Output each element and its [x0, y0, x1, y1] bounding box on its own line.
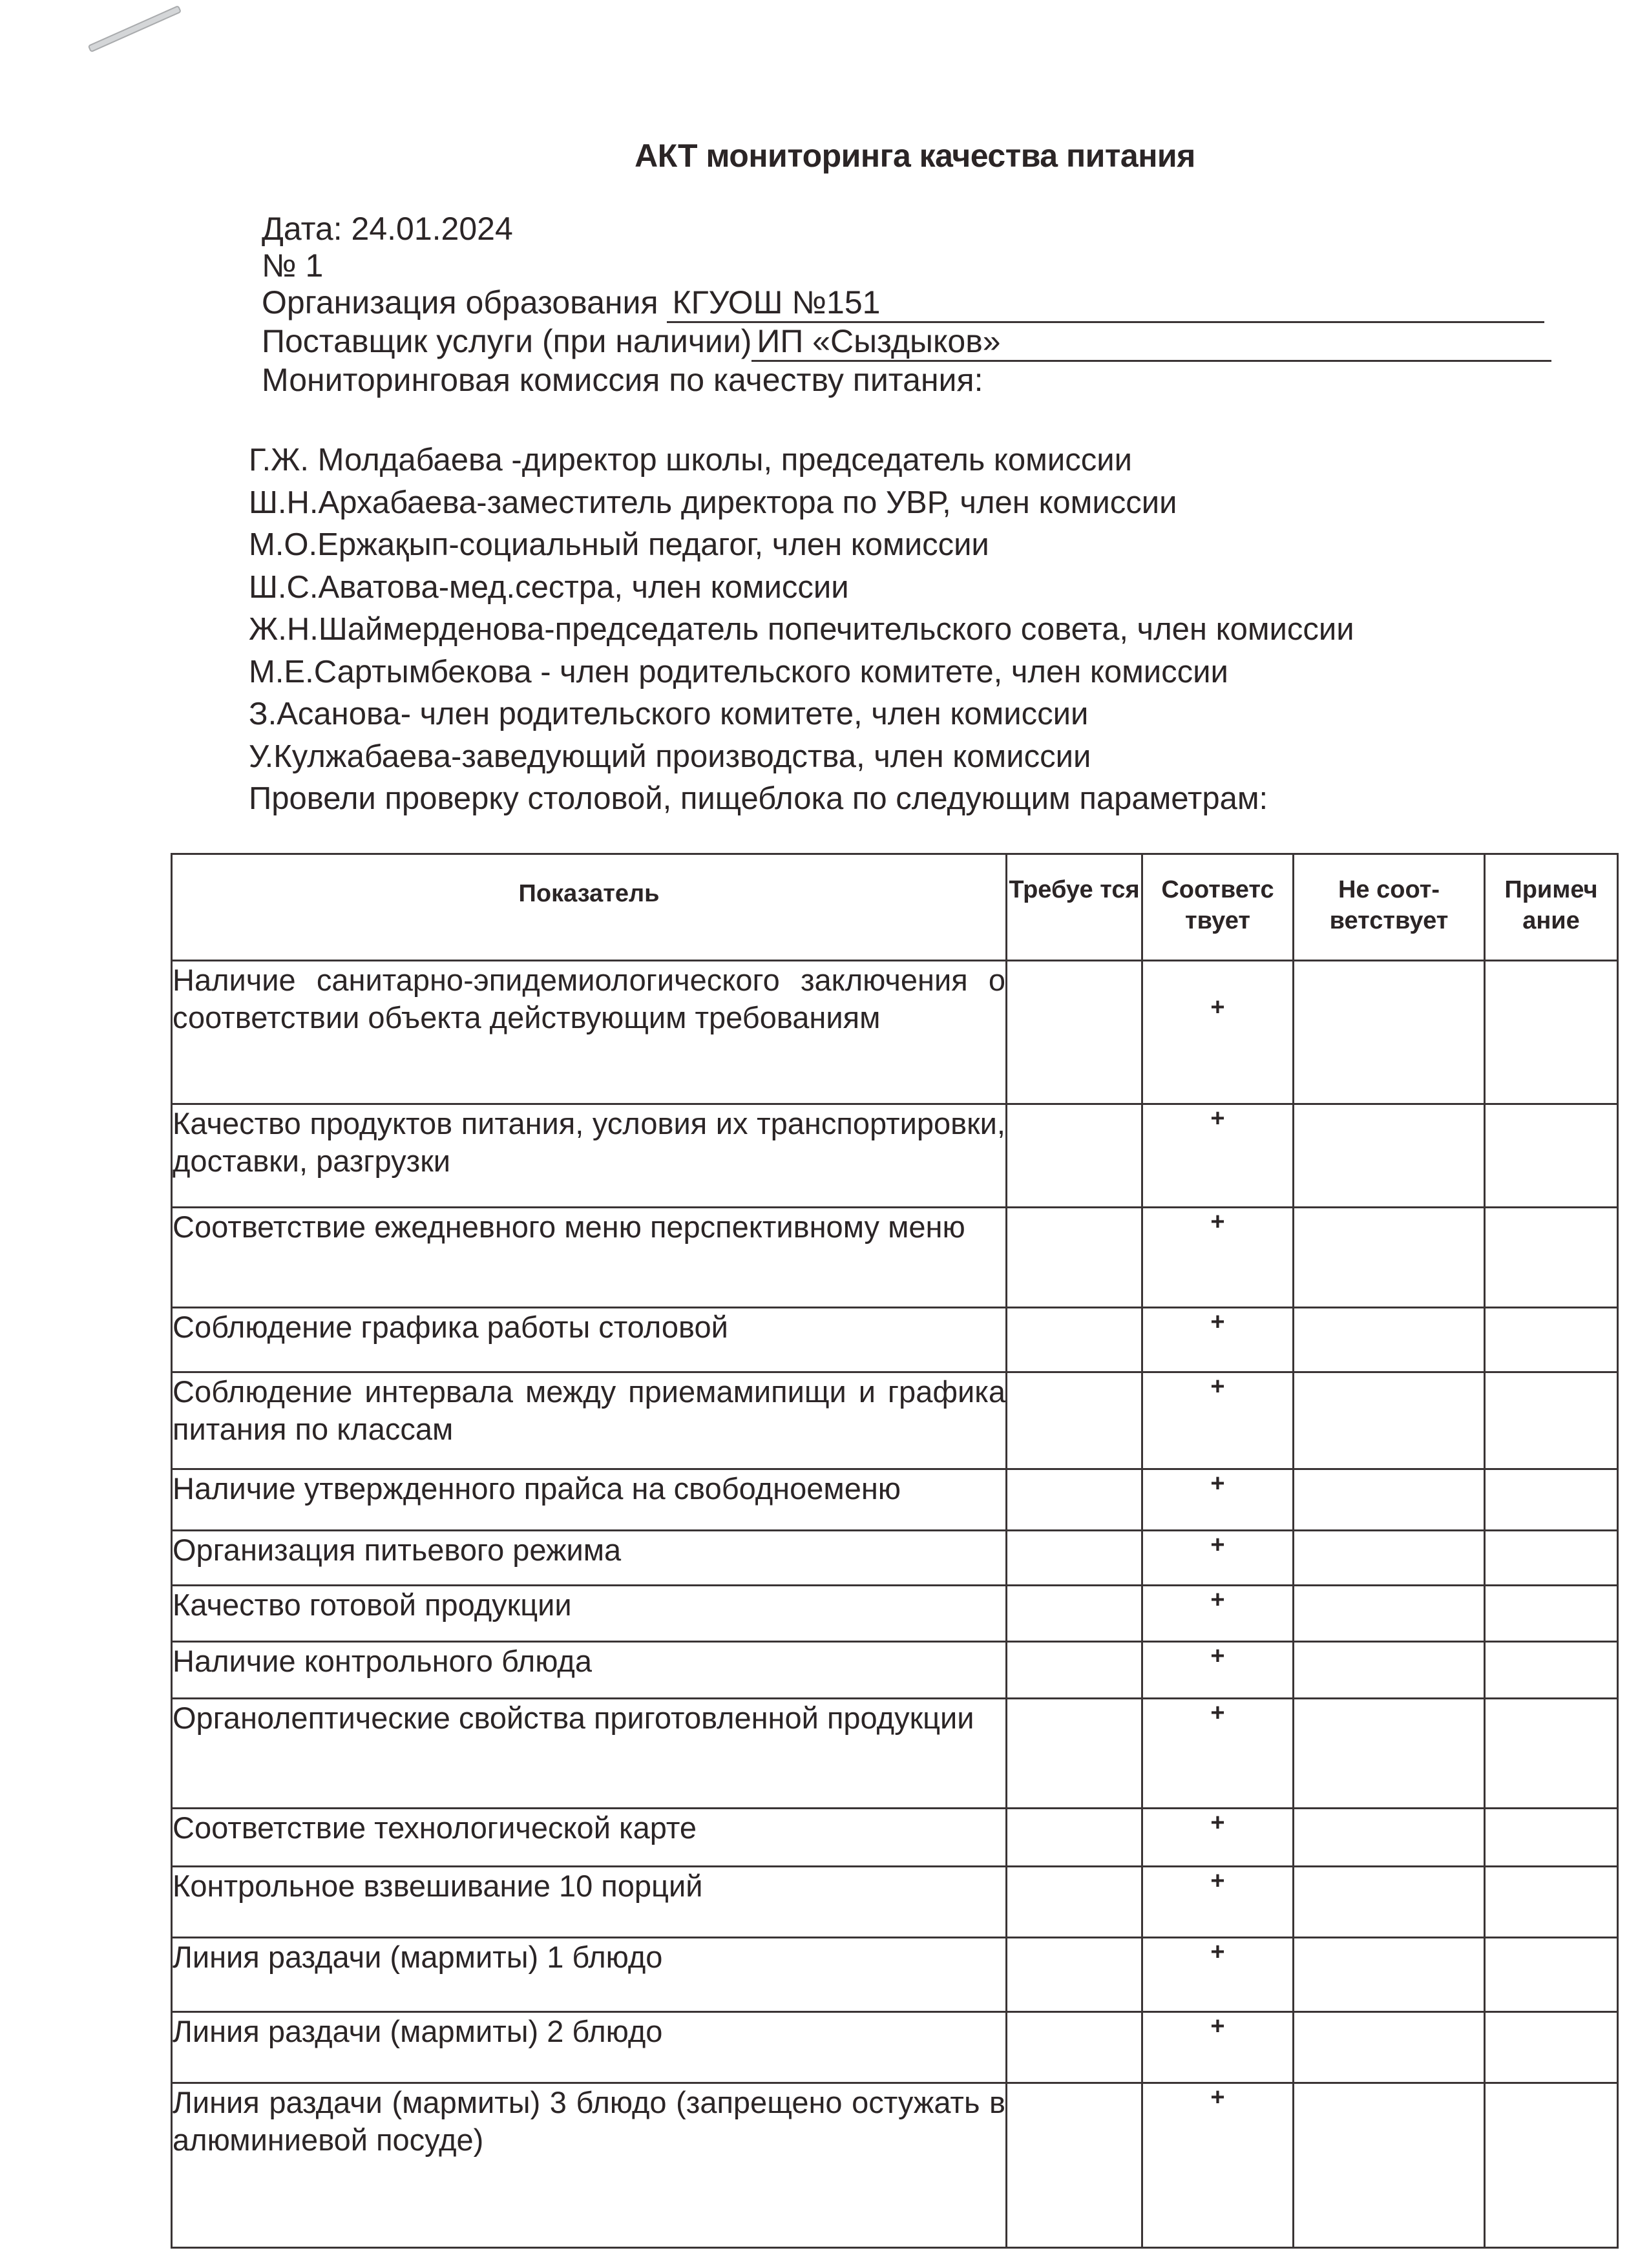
note-cell: [1485, 1809, 1618, 1867]
required-cell: [1007, 1586, 1142, 1642]
note-cell: [1485, 1938, 1618, 2012]
table-row: [172, 2012, 1618, 2083]
commission-member: У.Кулжабаева-заведующий производства, член комиссии: [249, 739, 1091, 774]
noncompliant-cell: [1294, 1586, 1485, 1642]
required-cell: [1007, 2012, 1142, 2083]
table-row: [172, 1699, 1618, 1809]
note-cell: [1485, 961, 1618, 1104]
header-compliant: Соответс твует: [1142, 854, 1294, 961]
note-cell: [1485, 1208, 1618, 1308]
header-indicator: Показатель: [172, 854, 1007, 961]
commission-member: М.Е.Сартымбекова - член родительского комитете, член комиссии: [249, 654, 1228, 689]
number-value: 1: [305, 247, 324, 284]
table-row: [172, 1469, 1618, 1531]
header-noncompliant: Не соот-ветствует: [1294, 854, 1485, 961]
noncompliant-cell: [1294, 2083, 1485, 2248]
compliant-cell: +: [1142, 1208, 1294, 1308]
required-cell: [1007, 961, 1142, 1104]
required-cell: [1007, 1867, 1142, 1938]
date-label: Дата:: [262, 211, 342, 247]
commission-member: Г.Ж. Молдабаева -директор школы, председатель комиссии: [249, 443, 1132, 478]
compliant-cell: +: [1142, 2012, 1294, 2083]
indicator-cell: Соблюдение интервала между приемамипищи и графика питания по классам: [172, 1372, 1007, 1469]
required-cell: [1007, 1469, 1142, 1531]
required-cell: [1007, 1372, 1142, 1469]
inspection-intro: Провели проверку столовой, пищеблока по следующим параметрам:: [249, 781, 1268, 816]
commission-member: М.О.Ержақып-социальный педагог, член комиссии: [249, 527, 989, 562]
required-cell: [1007, 2083, 1142, 2248]
compliant-cell: +: [1142, 1104, 1294, 1208]
compliant-cell: +: [1142, 1699, 1294, 1809]
indicator-cell: Линия раздачи (мармиты) 2 блюдо: [172, 2012, 1007, 2083]
header-required: Требуе тся: [1007, 854, 1142, 961]
indicator-cell: Линия раздачи (мармиты) 1 блюдо: [172, 1938, 1007, 2012]
indicator-cell: Качество продуктов питания, условия их транспортировки, доставки, разгрузки: [172, 1104, 1007, 1208]
provider-line: [262, 323, 1551, 362]
number-label: №: [262, 247, 297, 284]
compliant-cell: +: [1142, 1308, 1294, 1372]
note-cell: [1485, 1699, 1618, 1809]
noncompliant-cell: [1294, 1372, 1485, 1469]
noncompliant-cell: [1294, 1867, 1485, 1938]
table-row: [172, 1208, 1618, 1308]
table-row: [172, 1809, 1618, 1867]
table-row: [172, 1531, 1618, 1586]
commission-member: Ш.Н.Архабаева-заместитель директора по УВР, член комиссии: [249, 485, 1177, 520]
required-cell: [1007, 1208, 1142, 1308]
required-cell: [1007, 1642, 1142, 1699]
required-cell: [1007, 1308, 1142, 1372]
compliant-cell: +: [1142, 2083, 1294, 2248]
noncompliant-cell: [1294, 1531, 1485, 1586]
required-cell: [1007, 1809, 1142, 1867]
indicator-cell: Соответствие технологической карте: [172, 1809, 1007, 1867]
provider-value: ИП «Сыздыков»: [751, 323, 1551, 362]
organization-value: КГУОШ №151: [667, 284, 1544, 323]
noncompliant-cell: [1294, 961, 1485, 1104]
table-row: [172, 1586, 1618, 1642]
note-cell: [1485, 1104, 1618, 1208]
noncompliant-cell: [1294, 1308, 1485, 1372]
date-line: [262, 211, 1551, 247]
indicator-cell: Соблюдение графика работы столовой: [172, 1308, 1007, 1372]
table-row: [172, 1642, 1618, 1699]
commission-member: Ш.С.Аватова-мед.сестра, член комиссии: [249, 569, 849, 605]
required-cell: [1007, 1531, 1142, 1586]
compliant-cell: +: [1142, 1938, 1294, 2012]
compliant-cell: +: [1142, 1531, 1294, 1586]
table-row: [172, 2083, 1618, 2248]
note-cell: [1485, 1642, 1618, 1699]
indicator-cell: Наличие контрольного блюда: [172, 1642, 1007, 1699]
note-cell: [1485, 1531, 1618, 1586]
note-cell: [1485, 2012, 1618, 2083]
noncompliant-cell: [1294, 2012, 1485, 2083]
note-cell: [1485, 1469, 1618, 1531]
commission-member: Ж.Н.Шаймерденова-председатель попечительского совета, член комиссии: [249, 612, 1354, 647]
commission-heading: Мониторинговая комиссия по качеству питания:: [262, 362, 983, 398]
compliant-cell: +: [1142, 1586, 1294, 1642]
indicator-cell: Соответствие ежедневного меню перспективному меню: [172, 1208, 1007, 1308]
compliant-cell: +: [1142, 1372, 1294, 1469]
header-note: Примеч ание: [1485, 854, 1618, 961]
commission-list: [249, 439, 1354, 821]
table-row: [172, 1867, 1618, 1938]
noncompliant-cell: [1294, 1699, 1485, 1809]
noncompliant-cell: [1294, 1642, 1485, 1699]
pen-mark-scan-artifact: [88, 5, 182, 53]
indicator-cell: Контрольное взвешивание 10 порций: [172, 1867, 1007, 1938]
commission-member: З.Асанова- член родительского комитете, член комиссии: [249, 697, 1089, 731]
noncompliant-cell: [1294, 1469, 1485, 1531]
indicator-cell: Организация питьевого режима: [172, 1531, 1007, 1586]
number-line: [262, 247, 1551, 284]
compliant-cell: +: [1142, 961, 1294, 1104]
indicator-cell: Органолептические свойства приготовленной продукции: [172, 1699, 1007, 1809]
page-title: АКТ мониторинга качества питания: [635, 138, 1195, 174]
noncompliant-cell: [1294, 1938, 1485, 2012]
organization-line: [262, 284, 1551, 323]
note-cell: [1485, 1308, 1618, 1372]
table-row: [172, 1372, 1618, 1469]
note-cell: [1485, 1372, 1618, 1469]
note-cell: [1485, 1586, 1618, 1642]
table-row: [172, 1104, 1618, 1208]
required-cell: [1007, 1104, 1142, 1208]
indicator-cell: Наличие санитарно-эпидемиологического заключения о соответствии объекта действующим требованиям: [172, 961, 1007, 1104]
required-cell: [1007, 1699, 1142, 1809]
table-row: [172, 1938, 1618, 2012]
table-row: [172, 961, 1618, 1104]
compliant-cell: +: [1142, 1642, 1294, 1699]
organization-label: Организация образования: [262, 284, 658, 320]
date-value: 24.01.2024: [351, 211, 513, 247]
compliant-cell: +: [1142, 1867, 1294, 1938]
required-cell: [1007, 1938, 1142, 2012]
table-header-row: [172, 854, 1618, 961]
note-cell: [1485, 2083, 1618, 2248]
provider-label: Поставщик услуги (при наличии): [262, 323, 752, 359]
noncompliant-cell: [1294, 1809, 1485, 1867]
compliant-cell: +: [1142, 1469, 1294, 1531]
parameters-table: [171, 853, 1619, 2249]
compliant-cell: +: [1142, 1809, 1294, 1867]
indicator-cell: Наличие утвержденного прайса на свободноеменю: [172, 1469, 1007, 1531]
document-meta: [262, 211, 1551, 399]
indicator-cell: Линия раздачи (мармиты) 3 блюдо (запрещено остужать в алюминиевой посуде): [172, 2083, 1007, 2248]
noncompliant-cell: [1294, 1104, 1485, 1208]
note-cell: [1485, 1867, 1618, 1938]
noncompliant-cell: [1294, 1208, 1485, 1308]
table-row: [172, 1308, 1618, 1372]
indicator-cell: Качество готовой продукции: [172, 1586, 1007, 1642]
